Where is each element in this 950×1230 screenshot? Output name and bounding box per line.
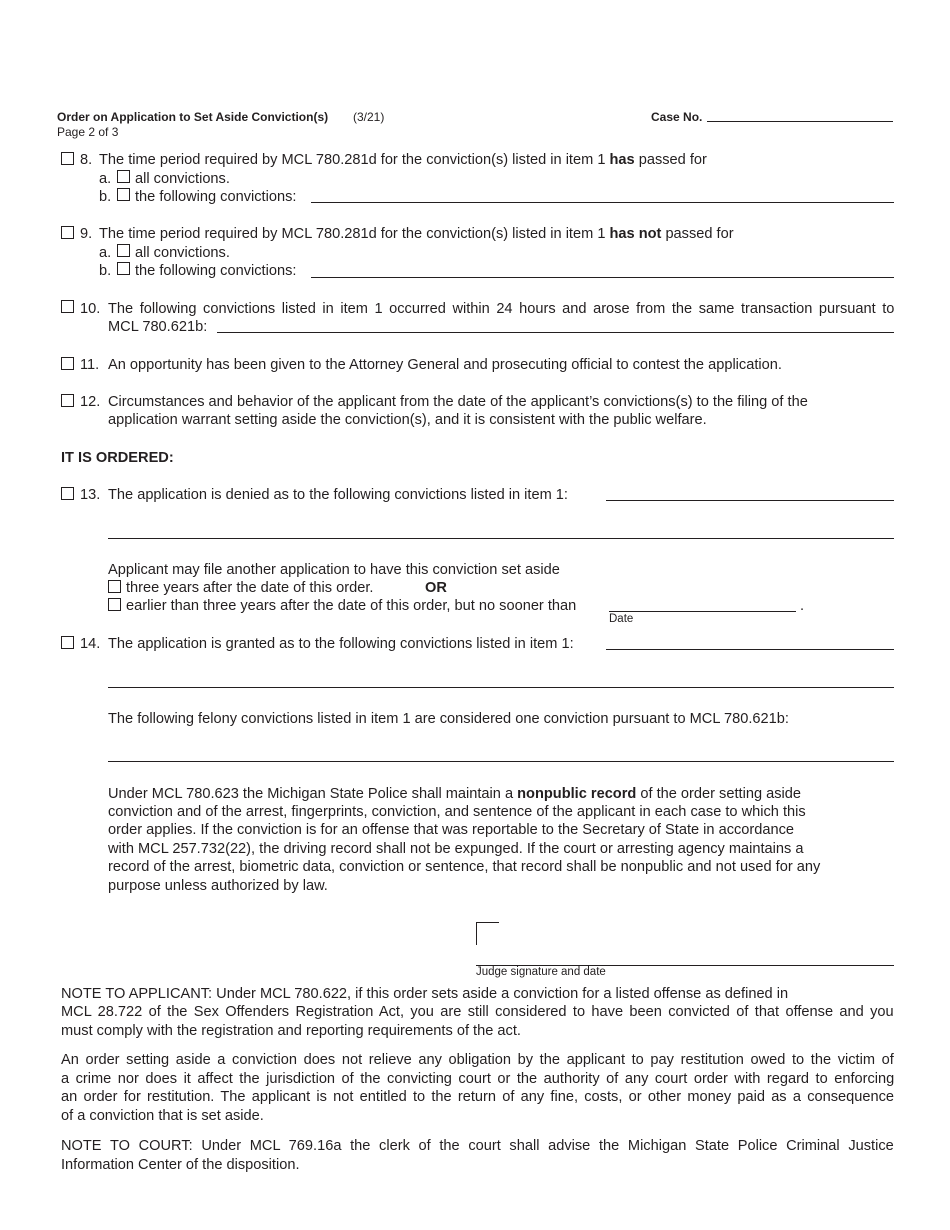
msp-line-1: Under MCL 780.623 the Michigan State Police shall maintain a nonpublic record of the order setting aside [108, 786, 801, 802]
item9b-field[interactable] [311, 277, 894, 278]
signature-corner-mark [476, 922, 499, 945]
case-no-field[interactable] [707, 121, 893, 122]
felony-field[interactable] [108, 761, 894, 762]
item13-field-line1[interactable] [606, 500, 894, 501]
note-restitution-line-4: of a conviction that is set aside. [61, 1108, 264, 1124]
note-restitution-line-1: An order setting aside a conviction does not relieve any obligation by the applicant to pay restitution owed to the victim of [61, 1052, 894, 1068]
item10-field[interactable] [217, 332, 894, 333]
item14-field-line1[interactable] [606, 649, 894, 650]
item9a-letter: a. [99, 245, 112, 261]
item10-text-line1: The following convictions listed in item 1 occurred within 24 hours and arose from the same transaction pursuant to [108, 301, 895, 317]
item12-checkbox[interactable] [61, 394, 74, 407]
item8-number: 8. [80, 152, 93, 168]
refile-period: . [800, 598, 805, 614]
item8a-text: all convictions. [135, 171, 230, 187]
msp-line-5: record of the arrest, biometric data, conviction or sentence, that record shall be nonpublic and not used for any [108, 859, 821, 875]
note-restitution-line-3: an order for restitution. The applicant is not entitled to the return of any fine, costs, or other money paid as a consequence [61, 1089, 895, 1105]
item8a-checkbox[interactable] [117, 170, 130, 183]
item9a-checkbox[interactable] [117, 244, 130, 257]
refile-date-field[interactable] [609, 611, 796, 612]
item14-checkbox[interactable] [61, 636, 74, 649]
item8b-text: the following convictions: [135, 189, 297, 205]
date-label: Date [609, 613, 634, 625]
note-applicant-line-1: NOTE TO APPLICANT: Under MCL 780.622, if this order sets aside a conviction for a listed offense as defined in [61, 986, 789, 1002]
refile-three-years-checkbox[interactable] [108, 580, 121, 593]
item13-checkbox[interactable] [61, 487, 74, 500]
item12-number: 12. [80, 394, 101, 410]
item11-number: 11. [80, 357, 100, 373]
item11-text: An opportunity has been given to the Attorney General and prosecuting official to contest the application. [108, 357, 782, 373]
or-label: OR [425, 580, 447, 596]
msp-line-4: with MCL 257.732(22), the driving record shall not be expunged. If the court or arresting agency maintains a [108, 841, 804, 857]
msp-line-2: conviction and of the arrest, fingerprints, conviction, and sentence of the applicant in each case to which this [108, 804, 806, 820]
felony-text: The following felony convictions listed in item 1 are considered one conviction pursuant to MCL 780.621b: [108, 711, 789, 727]
item8b-letter: b. [99, 189, 112, 205]
note-applicant-line-2: MCL 28.722 of the Sex Offenders Registration Act, you are still considered to have been convicted of that offense and you [61, 1004, 894, 1020]
form-version: (3/21) [353, 110, 385, 124]
msp-line-6: purpose unless authorized by law. [108, 878, 328, 894]
item8-checkbox[interactable] [61, 152, 74, 165]
item14-text: The application is granted as to the following convictions listed in item 1: [108, 636, 574, 652]
item9b-checkbox[interactable] [117, 262, 130, 275]
item9b-letter: b. [99, 263, 112, 279]
item13-number: 13. [80, 487, 101, 503]
item10-number: 10. [80, 301, 101, 317]
item9-checkbox[interactable] [61, 226, 74, 239]
item8a-letter: a. [99, 171, 112, 187]
item8b-checkbox[interactable] [117, 188, 130, 201]
refile-earlier-checkbox[interactable] [108, 598, 121, 611]
item13-text: The application is denied as to the following convictions listed in item 1: [108, 487, 568, 503]
item12-text-line2: application warrant setting aside the conviction(s), and it is consistent with the public welfare. [108, 412, 707, 428]
item12-text-line1: Circumstances and behavior of the applicant from the date of the applicant’s convictions(s) to the filing of the [108, 394, 808, 410]
refile-intro: Applicant may file another application to have this conviction set aside [108, 562, 560, 578]
case-no-label: Case No. [651, 110, 703, 124]
item9-number: 9. [80, 226, 93, 242]
item13-field-line2[interactable] [108, 538, 894, 539]
judge-signature-label: Judge signature and date [476, 966, 606, 978]
item8b-field[interactable] [311, 202, 894, 203]
item14-field-line2[interactable] [108, 687, 894, 688]
refile-earlier-text: earlier than three years after the date of this order, but no sooner than [126, 598, 577, 614]
item11-checkbox[interactable] [61, 357, 74, 370]
note-restitution-line-2: a crime nor does it affect the jurisdiction of the convicting court or the authority of any court order with regard to enforcing [61, 1071, 895, 1087]
note-court-line-1: NOTE TO COURT: Under MCL 769.16a the clerk of the court shall advise the Michigan State Police Criminal Justice [61, 1138, 894, 1154]
note-court-line-2: Information Center of the disposition. [61, 1157, 300, 1173]
refile-three-years-text: three years after the date of this order. [126, 580, 374, 596]
item14-number: 14. [80, 636, 101, 652]
msp-line-3: order applies. If the conviction is for an offense that was reportable to the Secretary of State in accordance [108, 822, 795, 838]
item10-text-line2: MCL 780.621b: [108, 319, 208, 335]
note-applicant-line-3: must comply with the registration and reporting requirements of the act. [61, 1023, 521, 1039]
item8-text: The time period required by MCL 780.281d for the conviction(s) listed in item 1 has passed for [99, 152, 707, 168]
item9-text: The time period required by MCL 780.281d for the conviction(s) listed in item 1 has not passed for [99, 226, 734, 242]
form-title: Order on Application to Set Aside Conviction(s) [57, 110, 329, 124]
item9b-text: the following convictions: [135, 263, 297, 279]
item9a-text: all convictions. [135, 245, 230, 261]
ordered-heading: IT IS ORDERED: [61, 450, 174, 466]
item10-checkbox[interactable] [61, 300, 74, 313]
page-number: Page 2 of 3 [57, 125, 119, 139]
